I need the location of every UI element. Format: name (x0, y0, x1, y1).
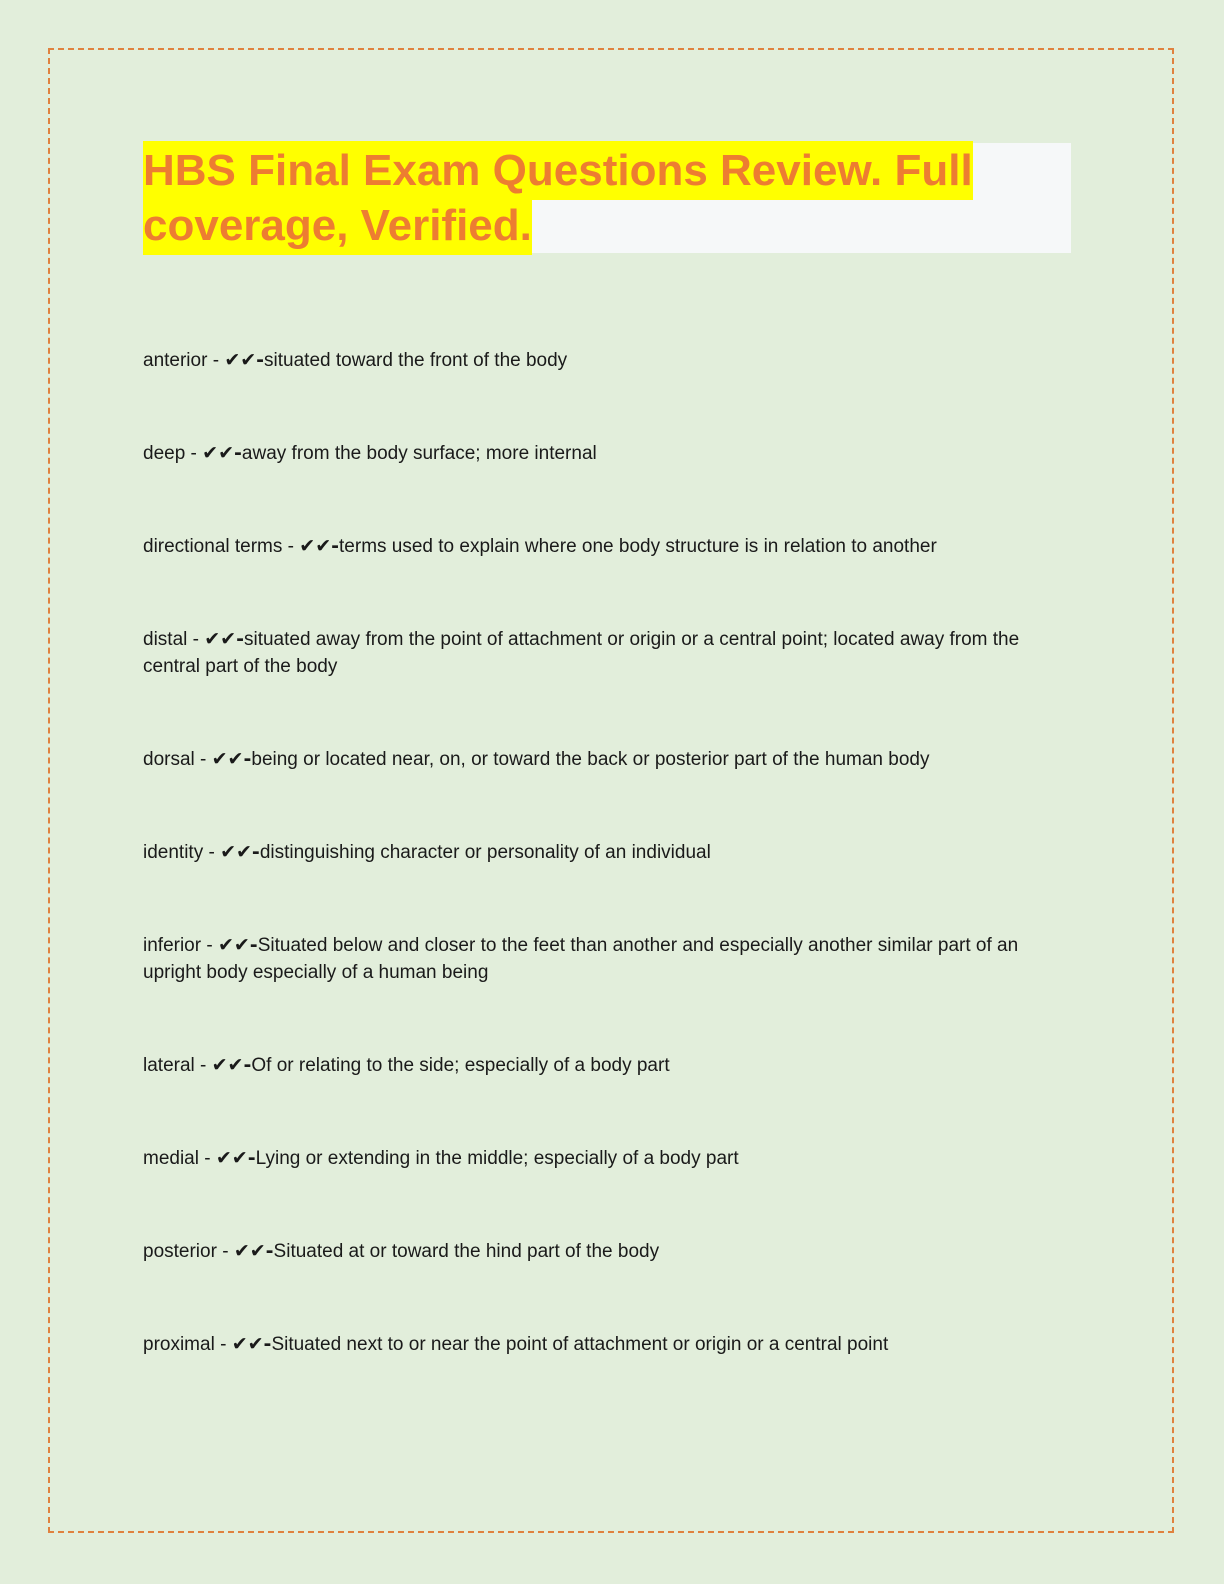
definition-entry (143, 533, 1075, 560)
definition-text: terms used to explain where one body structure is in relation to another (339, 536, 937, 557)
separator-text: - (194, 1055, 212, 1076)
definition-text: Of or relating to the side; especially of a body part (251, 1055, 670, 1076)
separator-text: - (198, 1148, 216, 1169)
term-text: identity (143, 842, 204, 863)
term-text: distal (143, 629, 188, 650)
title-highlighted-text: HBS Final Exam Questions Review. Full coverage, Verified. (143, 141, 973, 255)
definition-entry (143, 626, 1075, 680)
separator-text: - (201, 935, 218, 956)
term-text: proximal (143, 1334, 215, 1355)
definition-entry (143, 440, 1075, 467)
page-border (48, 48, 1174, 1533)
definition-entry (143, 746, 1075, 773)
page-title (143, 143, 1071, 253)
term-text: anterior (143, 350, 208, 371)
definition-entry (143, 1331, 1075, 1358)
checkmarks: ✔✔- (231, 1333, 272, 1355)
definition-text: away from the body surface; more internal (241, 443, 597, 464)
term-text: lateral (143, 1055, 195, 1076)
separator-text: - (282, 536, 300, 557)
separator-text: - (203, 842, 221, 863)
checkmarks: ✔✔- (211, 1054, 252, 1076)
definition-text: being or located near, on, or toward the back or posterior part of the human body (251, 749, 930, 770)
checkmarks: ✔✔- (211, 748, 252, 770)
separator-text: - (194, 749, 212, 770)
definitions-list (143, 347, 1075, 1358)
definition-text: Lying or extending in the middle; especially of a body part (255, 1148, 739, 1169)
checkmarks: ✔✔- (233, 1240, 274, 1262)
definition-entry (143, 347, 1075, 374)
definition-entry (143, 932, 1075, 986)
separator-text: - (185, 443, 203, 464)
term-text: medial (143, 1148, 199, 1169)
definition-text: Situated below and closer to the feet than another and especially another similar part of an upright body especially of a human being (143, 935, 1019, 983)
definition-entry (143, 1145, 1075, 1172)
definition-entry (143, 839, 1075, 866)
definition-entry (143, 1052, 1075, 1079)
definition-text: distinguishing character or personality of an individual (259, 842, 711, 863)
definition-text: situated toward the front of the body (264, 350, 568, 371)
term-text: dorsal (143, 749, 195, 770)
separator-text: - (207, 350, 225, 371)
separator-text: - (187, 629, 205, 650)
definition-text: Situated at or toward the hind part of the body (273, 1241, 660, 1262)
term-text: directional terms (143, 536, 283, 557)
term-text: deep (143, 443, 186, 464)
term-text: posterior (143, 1241, 217, 1262)
separator-text: - (216, 1241, 234, 1262)
page-content (50, 50, 1172, 1358)
checkmarks: ✔✔- (299, 535, 340, 557)
definition-text: Situated next to or near the point of attachment or origin or a central point (271, 1334, 889, 1355)
term-text: inferior (143, 935, 202, 956)
definition-entry (143, 1238, 1075, 1265)
checkmarks: ✔✔- (204, 628, 244, 650)
definition-text: situated away from the point of attachment or origin or a central point; located away from the central part of the body (143, 629, 1020, 677)
checkmarks: ✔✔- (215, 1147, 256, 1169)
checkmarks: ✔✔- (224, 349, 265, 371)
checkmarks: ✔✔- (202, 442, 242, 464)
checkmarks: ✔✔- (217, 934, 258, 956)
checkmarks: ✔✔- (220, 841, 260, 863)
separator-text: - (214, 1334, 232, 1355)
